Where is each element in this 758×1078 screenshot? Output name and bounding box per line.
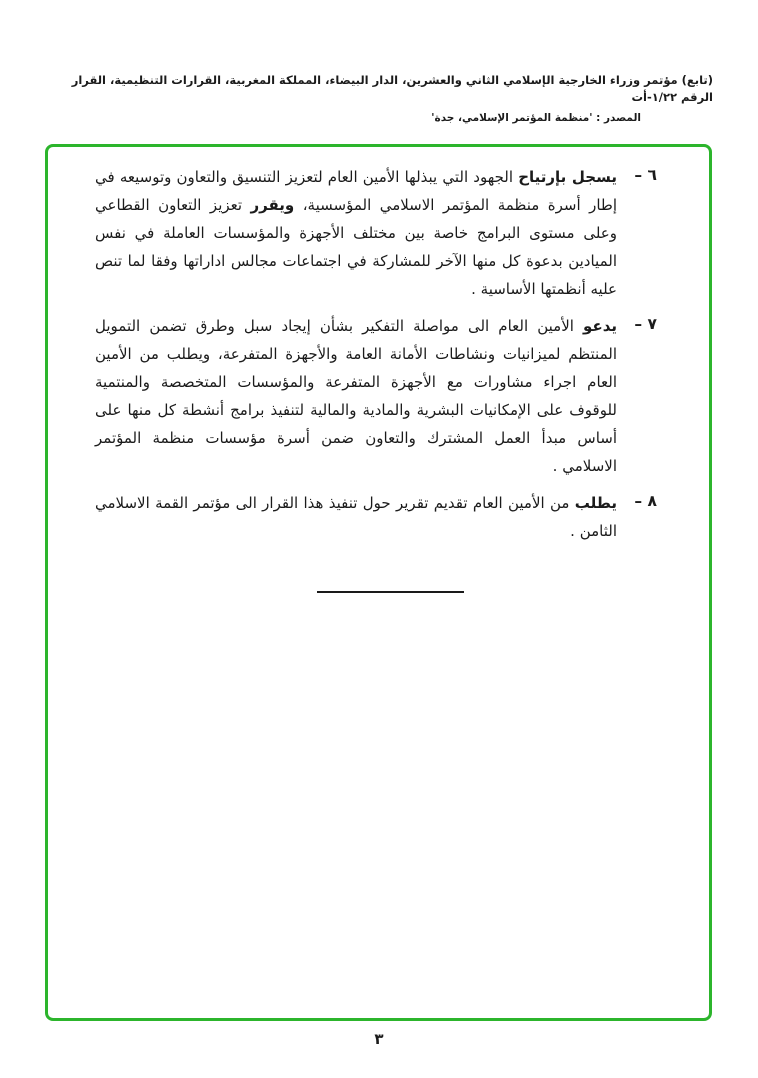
item-bold-lead: يسجل بإرتياح [518, 168, 617, 186]
list-item-8 [95, 489, 657, 545]
item-text-run: من الأمين العام تقديم تقرير حول تنفيذ هذا القرار الى مؤتمر القمة الاسلامي الثامن . [95, 494, 617, 540]
page-number: ٣ [374, 1030, 384, 1048]
item-text-run: تعزيز التعاون القطاعي وعلى مستوى البرامج خاصة بين مختلف الأجهزة والمؤسسات العاملة في نفس الميادين بدعوة كل منها الآخر للمشاركة في اجتماعات مجالس اداراتها وفقا لما تنص عليه أنظمتها الأساسية . [95, 196, 617, 298]
item-bold-lead: يدعو [583, 317, 617, 335]
header-source-line: المصدر : 'منظمة المؤتمر الإسلامي، جدة' [431, 111, 641, 124]
item-number: ٨ – [634, 492, 657, 510]
separator-line [317, 591, 464, 593]
item-number: ٧ – [634, 315, 657, 333]
item-bold-mid: ويقرر [250, 196, 295, 214]
header-reference-line: (تابع) مؤتمر وزراء الخارجية الإسلامي الثاني والعشرين، الدار البيضاء، المملكة المغربية، القرارات التنظيمية، القرار الرقم ١/٢٢-أت [71, 73, 713, 105]
item-text-run: الأمين العام الى مواصلة التفكير بشأن إيجاد سبل وطرق تضمن التمويل المنتظم لميزانيات ونشاطات الأمانة العامة والأجهزة المتفرعة، ويطلب من الأمين العام اجراء مشاورات مع الأجهزة المتفرعة والمؤسسات المتخصصة والمنتمية للوقوف على الإمكانيات البشرية والمادية والمالية لتنفيذ برامج أنشطة كل منها على أساس مبدأ العمل المشترك والتعاون ضمن أسرة مؤسسات منظمة المؤتمر الاسلامي . [95, 317, 617, 475]
content-frame [45, 144, 712, 1021]
item-text [95, 163, 617, 303]
item-bold-lead: يطلب [574, 494, 617, 512]
list-item-6 [95, 163, 657, 303]
item-text-run: الجهود التي يبذلها الأمين العام لتعزيز التنسيق والتعاون وتوسيعه في إطار أسرة منظمة المؤتمر الاسلامي المؤسسية، [95, 168, 617, 214]
resolution-body [48, 147, 709, 593]
list-item-7 [95, 312, 657, 480]
item-number: ٦ – [634, 166, 657, 184]
item-text [95, 489, 617, 545]
item-text [95, 312, 617, 480]
document-header [38, 72, 713, 124]
